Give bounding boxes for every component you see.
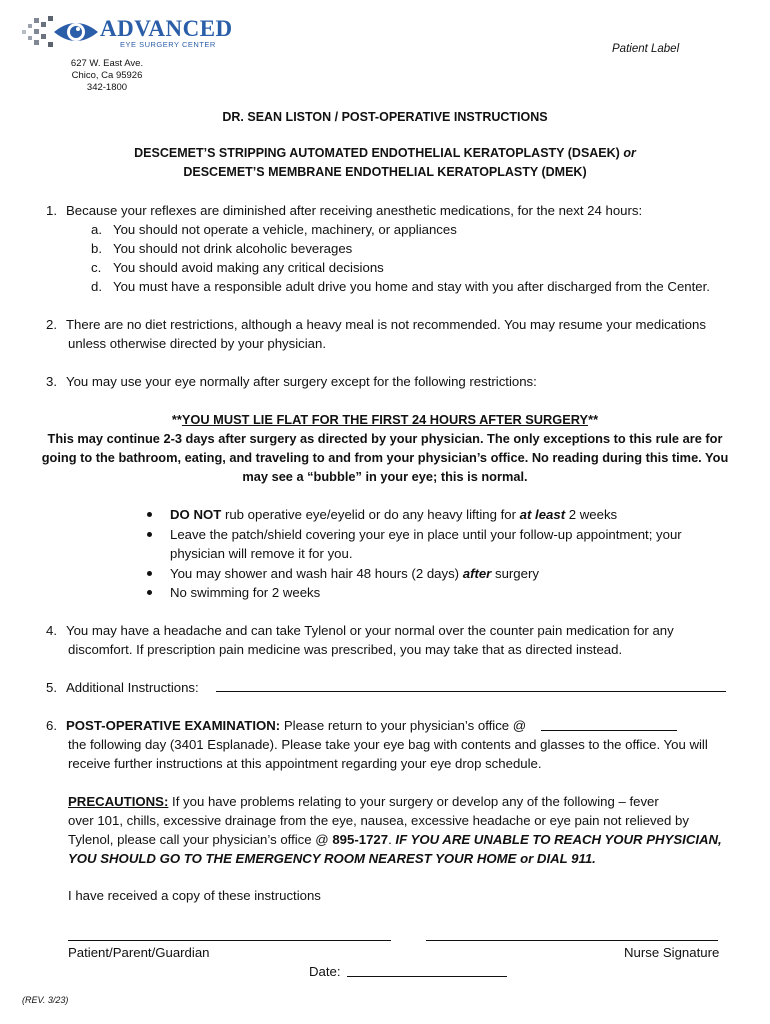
bullet-emphasis: at least <box>519 507 566 522</box>
bullet-bold: DO NOT <box>170 507 222 522</box>
bullet-emphasis: after <box>462 566 492 581</box>
postop-exam-label: POST-OPERATIVE EXAMINATION: <box>66 718 281 733</box>
item-2 <box>46 315 706 335</box>
item-number: 6. <box>46 718 57 733</box>
bullet-item: No swimming for 2 weeks <box>170 585 321 600</box>
item-number: 1. <box>46 203 57 218</box>
sub-text: You should not operate a vehicle, machinery, or appliances <box>113 222 457 237</box>
physician-phone: 895-1727 <box>332 832 389 847</box>
procedure-title-line2: DESCEMET’S MEMBRANE ENDOTHELIAL KERATOPLASTY (DMEK) <box>183 165 587 179</box>
item-4-cont: discomfort. If prescription pain medicine was prescribed, you may take that as directed instead. <box>68 642 623 657</box>
sub-letter: a. <box>91 222 102 237</box>
address-line: Chico, Ca 95926 <box>71 70 143 81</box>
procedure-dsaek: DESCEMET’S STRIPPING AUTOMATED ENDOTHELIAL KERATOPLASTY (DSAEK) <box>134 146 620 160</box>
bullet-text: You may shower and wash hair 48 hours (2 days) <box>170 566 463 581</box>
sub-letter: d. <box>91 279 102 294</box>
sub-text: You should avoid making any critical decisions <box>113 260 384 275</box>
item-5 <box>46 678 199 698</box>
item-4 <box>46 621 674 641</box>
bullet-item <box>170 505 617 525</box>
item-text: You may use your eye normally after surgery except for the following restrictions: <box>66 374 537 389</box>
bullet-icon <box>147 590 152 595</box>
bullet-text: surgery <box>491 566 539 581</box>
item-6-cont: receive further instructions at this appointment regarding your eye drop schedule. <box>68 756 542 771</box>
sub-item <box>91 220 457 240</box>
patient-label: Patient Label <box>612 43 680 55</box>
notice-underlined: YOU MUST LIE FLAT FOR THE FIRST 24 HOURS AFTER SURGERY <box>181 412 589 427</box>
nurse-signature-line[interactable] <box>426 940 718 941</box>
date-label: Date: <box>309 964 341 979</box>
address-line: 627 W. East Ave. <box>70 58 144 69</box>
bullet-item-cont: physician will remove it for you. <box>170 546 353 561</box>
sub-letter: b. <box>91 241 102 256</box>
additional-instructions-label: Additional Instructions: <box>66 680 199 695</box>
notice-line: This may continue 2-3 days after surgery as directed by your physician. The only exceptions to this rule are for <box>47 431 723 446</box>
patient-signature-line[interactable] <box>68 940 391 941</box>
item-6 <box>46 716 526 736</box>
sub-item <box>91 239 352 259</box>
precautions-line <box>68 830 722 850</box>
sub-text: You must have a responsible adult drive you home and stay with you after discharged from the Center. <box>113 279 710 294</box>
sub-text: You should not drink alcoholic beverages <box>113 241 353 256</box>
item-3 <box>46 372 537 392</box>
bullet-icon <box>147 512 152 517</box>
procedure-or: or <box>623 146 636 160</box>
item-number: 3. <box>46 374 57 389</box>
notice-line: going to the bathroom, eating, and traveling to and from your physician’s office. No reading during this time. You <box>41 450 729 465</box>
procedure-title-line1 <box>0 146 770 160</box>
nurse-signature-label: Nurse Signature <box>624 945 720 960</box>
notice-prefix: ** <box>171 412 182 427</box>
item-text: You may have a headache and can take Tylenol or your normal over the counter pain medication for any <box>66 623 674 638</box>
bullet-text: rub operative eye/eyelid or do any heavy lifting for <box>221 507 520 522</box>
item-number: 5. <box>46 680 57 695</box>
sub-letter: c. <box>91 260 102 275</box>
bullet-text: 2 weeks <box>565 507 618 522</box>
item-number: 4. <box>46 623 57 638</box>
date-field[interactable] <box>347 963 507 977</box>
precautions-emphasis: IF YOU ARE UNABLE TO REACH YOUR PHYSICIAN, <box>395 832 722 847</box>
precautions-text: Tylenol, please call your physician’s office @ <box>68 832 333 847</box>
revision-note: (REV. 3/23) <box>22 995 69 1005</box>
sub-item <box>91 258 384 278</box>
logo-name: ADVANCED <box>100 16 233 41</box>
item-6-cont: the following day (3401 Esplanade). Please take your eye bag with contents and glasses to the office. You will <box>68 737 708 752</box>
precautions-text: . <box>388 832 396 847</box>
logo-subtitle: EYE SURGERY CENTER <box>120 40 216 49</box>
bullet-item: Leave the patch/shield covering your eye in place until your follow-up appointment; your <box>170 527 682 542</box>
patient-signature-label: Patient/Parent/Guardian <box>68 945 210 960</box>
eye-logo-icon <box>20 12 102 56</box>
precautions-emergency: YOU SHOULD GO TO THE EMERGENCY ROOM NEAREST YOUR HOME or DIAL 911. <box>68 851 596 866</box>
appointment-time-field[interactable] <box>541 717 677 731</box>
precautions-label: PRECAUTIONS: <box>68 794 169 809</box>
bullet-icon <box>147 532 152 537</box>
item-number: 2. <box>46 317 57 332</box>
address-block <box>62 58 152 94</box>
item-text: There are no diet restrictions, although a heavy meal is not recommended. You may resume your medications <box>66 317 706 332</box>
address-line: 342-1800 <box>86 82 128 93</box>
precautions-text: If you have problems relating to your surgery or develop any of the following – fever <box>168 794 659 809</box>
bullet-icon <box>147 571 152 576</box>
additional-instructions-field[interactable] <box>216 679 726 692</box>
precautions-line: over 101, chills, excessive drainage from the eye, nausea, excessive headache or eye pain not relieved by <box>68 813 689 828</box>
lie-flat-notice <box>0 410 770 429</box>
item-text: Please return to your physician’s office @ <box>280 718 527 733</box>
bullet-item <box>170 564 539 584</box>
sub-item <box>91 277 710 297</box>
precautions <box>68 792 659 812</box>
item-text: Because your reflexes are diminished after receiving anesthetic medications, for the next 24 hours: <box>66 203 643 218</box>
receipt-statement: I have received a copy of these instructions <box>68 888 321 903</box>
notice-suffix: ** <box>588 412 599 427</box>
notice-line: may see a “bubble” in your eye; this is normal. <box>242 469 528 484</box>
item-2-cont: unless otherwise directed by your physician. <box>68 336 327 351</box>
page-title: DR. SEAN LISTON / POST-OPERATIVE INSTRUCTIONS <box>222 110 548 124</box>
item-1 <box>46 201 642 221</box>
